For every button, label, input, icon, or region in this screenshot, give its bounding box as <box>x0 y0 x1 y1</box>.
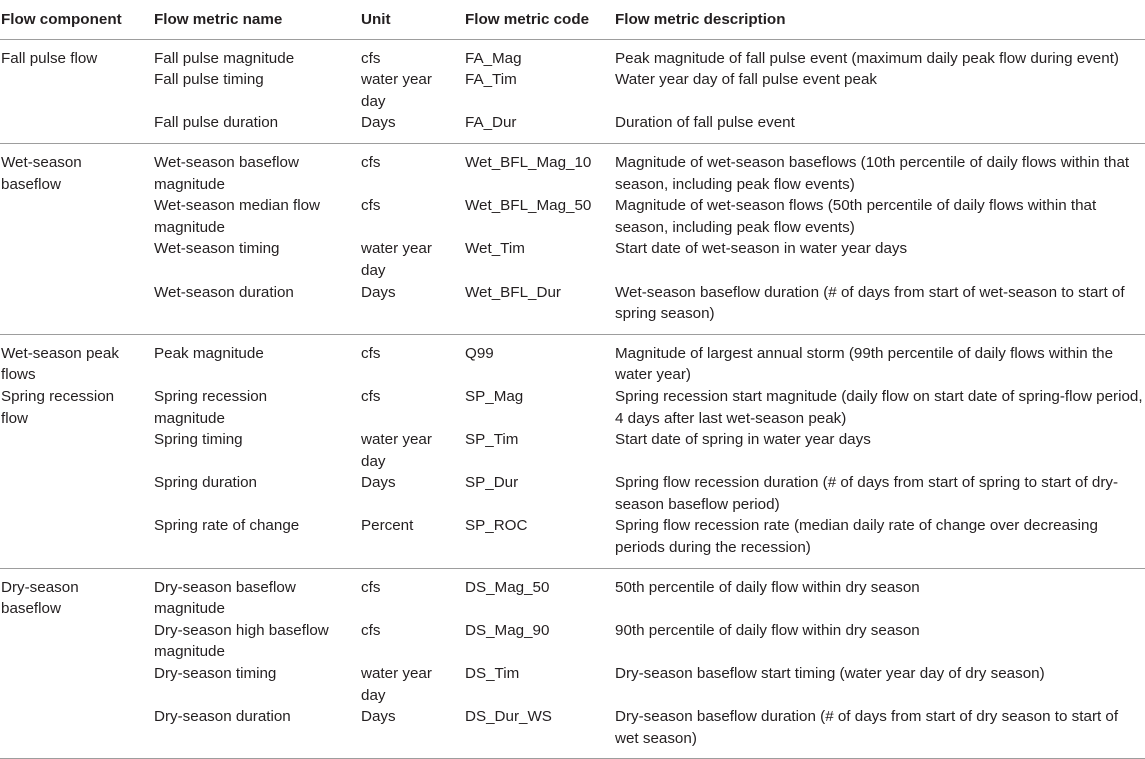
cell-flow-metric-code: DS_Tim <box>465 665 520 683</box>
cell-flow-component <box>0 429 154 472</box>
cell-flow-component: Fall pulse flow <box>1 49 98 67</box>
cell-unit: water year day <box>361 431 432 470</box>
cell-flow-component <box>0 706 154 759</box>
cell-flow-component: Wet-season baseflow <box>1 153 82 193</box>
cell-unit: cfs <box>361 344 381 362</box>
cell-flow-metric-description: Spring recession start magnitude (daily flow on start date of spring-flow period, 4 days after last wet-season peak) <box>615 387 1143 427</box>
cell-flow-metric-name: Spring recession magnitude <box>154 387 268 427</box>
cell-flow-metric-name: Spring timing <box>154 431 243 449</box>
cell-unit: Days <box>361 282 465 335</box>
header-unit: Unit <box>361 0 465 39</box>
cell-flow-metric-name: Spring rate of change <box>154 515 361 568</box>
table-row <box>0 429 1145 472</box>
table-row <box>0 663 1145 706</box>
cell-flow-metric-code: SP_Mag <box>465 387 524 405</box>
cell-unit: Days <box>361 706 465 759</box>
table-group <box>0 334 1145 568</box>
table-row <box>0 143 1145 195</box>
table-row <box>0 472 1145 515</box>
cell-flow-metric-code: Wet_BFL_Dur <box>465 282 615 335</box>
cell-unit: cfs <box>361 387 381 405</box>
cell-unit: cfs <box>361 153 381 171</box>
header-row <box>0 0 1145 39</box>
cell-flow-component: Spring recession flow <box>1 387 115 427</box>
cell-flow-component <box>0 69 154 112</box>
table-header <box>0 0 1145 39</box>
table-group <box>0 568 1145 759</box>
cell-flow-metric-code: DS_Mag_50 <box>465 578 550 596</box>
cell-flow-component <box>0 472 154 515</box>
cell-flow-metric-code: Wet_BFL_Mag_50 <box>465 197 592 215</box>
cell-flow-metric-code: DS_Dur_WS <box>465 706 615 759</box>
header-flow-component: Flow component <box>0 0 154 39</box>
cell-flow-metric-description: Peak magnitude of fall pulse event (maximum daily peak flow during event) <box>615 49 1119 67</box>
cell-flow-metric-name: Wet-season timing <box>154 240 280 258</box>
header-flow-metric-description: Flow metric description <box>615 0 1145 39</box>
cell-unit: Days <box>361 474 396 492</box>
cell-flow-component <box>0 238 154 281</box>
header-flow-metric-name: Flow metric name <box>154 0 361 39</box>
table-row <box>0 112 1145 143</box>
cell-flow-metric-code: SP_Dur <box>465 474 519 492</box>
table-group <box>0 39 1145 143</box>
table-row <box>0 515 1145 568</box>
table-row <box>0 69 1145 112</box>
table-row <box>0 568 1145 620</box>
cell-flow-metric-description: Wet-season baseflow duration (# of days from start of wet-season to start of spring season) <box>615 282 1145 335</box>
cell-flow-metric-code: Q99 <box>465 344 494 362</box>
cell-flow-metric-name: Dry-season duration <box>154 706 361 759</box>
cell-flow-metric-description: Dry-season baseflow duration (# of days from start of dry season to start of wet season) <box>615 706 1145 759</box>
cell-flow-component <box>0 282 154 335</box>
cell-flow-metric-code: SP_Tim <box>465 431 519 449</box>
cell-unit: water year day <box>361 665 432 704</box>
cell-flow-metric-description: Magnitude of largest annual storm (99th percentile of daily flows within the water year) <box>615 344 1114 384</box>
cell-flow-metric-name: Wet-season duration <box>154 282 361 335</box>
table-row <box>0 620 1145 663</box>
cell-unit: Days <box>361 112 465 143</box>
table-row <box>0 282 1145 335</box>
cell-unit: water year day <box>361 71 432 110</box>
cell-unit: cfs <box>361 621 381 639</box>
table-group <box>0 143 1145 334</box>
cell-flow-metric-description: Duration of fall pulse event <box>615 112 1145 143</box>
cell-flow-metric-description: 90th percentile of daily flow within dry season <box>615 621 920 639</box>
cell-flow-metric-description: Spring flow recession rate (median daily rate of change over decreasing periods during the recession) <box>615 515 1145 568</box>
table-row <box>0 334 1145 386</box>
header-flow-metric-code: Flow metric code <box>465 0 615 39</box>
cell-flow-metric-description: Magnitude of wet-season flows (50th percentile of daily flows within that season, including peak flow events) <box>615 197 1097 236</box>
cell-flow-metric-code: FA_Dur <box>465 112 615 143</box>
cell-flow-metric-name: Dry-season timing <box>154 665 277 683</box>
cell-flow-component <box>0 195 154 238</box>
cell-flow-metric-name: Spring duration <box>154 474 258 492</box>
cell-unit: Percent <box>361 515 465 568</box>
table-row <box>0 195 1145 238</box>
cell-flow-metric-description: Spring flow recession duration (# of days from start of spring to start of dry-season baseflow period) <box>615 474 1119 513</box>
cell-flow-component: Wet-season peak flows <box>1 344 119 384</box>
cell-flow-component <box>0 515 154 568</box>
cell-unit: cfs <box>361 197 381 215</box>
cell-flow-metric-name: Fall pulse timing <box>154 71 264 89</box>
cell-flow-metric-name: Dry-season high baseflow magnitude <box>154 621 329 661</box>
cell-unit: water year day <box>361 240 432 279</box>
cell-flow-metric-code: Wet_BFL_Mag_10 <box>465 153 592 171</box>
cell-flow-metric-description: Dry-season baseflow start timing (water year day of dry season) <box>615 665 1045 683</box>
cell-flow-metric-code: SP_ROC <box>465 515 615 568</box>
table-row <box>0 386 1145 429</box>
cell-flow-metric-name: Dry-season baseflow magnitude <box>154 578 296 618</box>
cell-flow-metric-code: DS_Mag_90 <box>465 621 550 639</box>
cell-flow-metric-name: Fall pulse magnitude <box>154 49 295 67</box>
cell-flow-component <box>0 112 154 143</box>
cell-flow-metric-name: Wet-season baseflow magnitude <box>154 153 299 193</box>
table-row <box>0 39 1145 69</box>
cell-flow-metric-description: Magnitude of wet-season baseflows (10th percentile of daily flows within that season, including peak flow events) <box>615 153 1130 193</box>
table-row <box>0 706 1145 759</box>
cell-flow-metric-description: Start date of wet-season in water year days <box>615 240 908 258</box>
cell-flow-component <box>0 663 154 706</box>
cell-flow-metric-code: FA_Mag <box>465 49 522 67</box>
cell-flow-metric-description: Water year day of fall pulse event peak <box>615 71 877 89</box>
cell-flow-metric-description: 50th percentile of daily flow within dry season <box>615 578 920 596</box>
cell-flow-metric-name: Peak magnitude <box>154 344 264 362</box>
cell-flow-metric-name: Wet-season median flow magnitude <box>154 197 321 236</box>
cell-flow-component: Dry-season baseflow <box>1 578 79 618</box>
table-row <box>0 238 1145 281</box>
cell-unit: cfs <box>361 49 381 67</box>
cell-flow-metric-name: Fall pulse duration <box>154 112 361 143</box>
cell-flow-component <box>0 620 154 663</box>
cell-flow-metric-description: Start date of spring in water year days <box>615 431 871 449</box>
cell-flow-metric-code: Wet_Tim <box>465 240 525 258</box>
cell-flow-metric-code: FA_Tim <box>465 71 517 89</box>
cell-unit: cfs <box>361 578 381 596</box>
